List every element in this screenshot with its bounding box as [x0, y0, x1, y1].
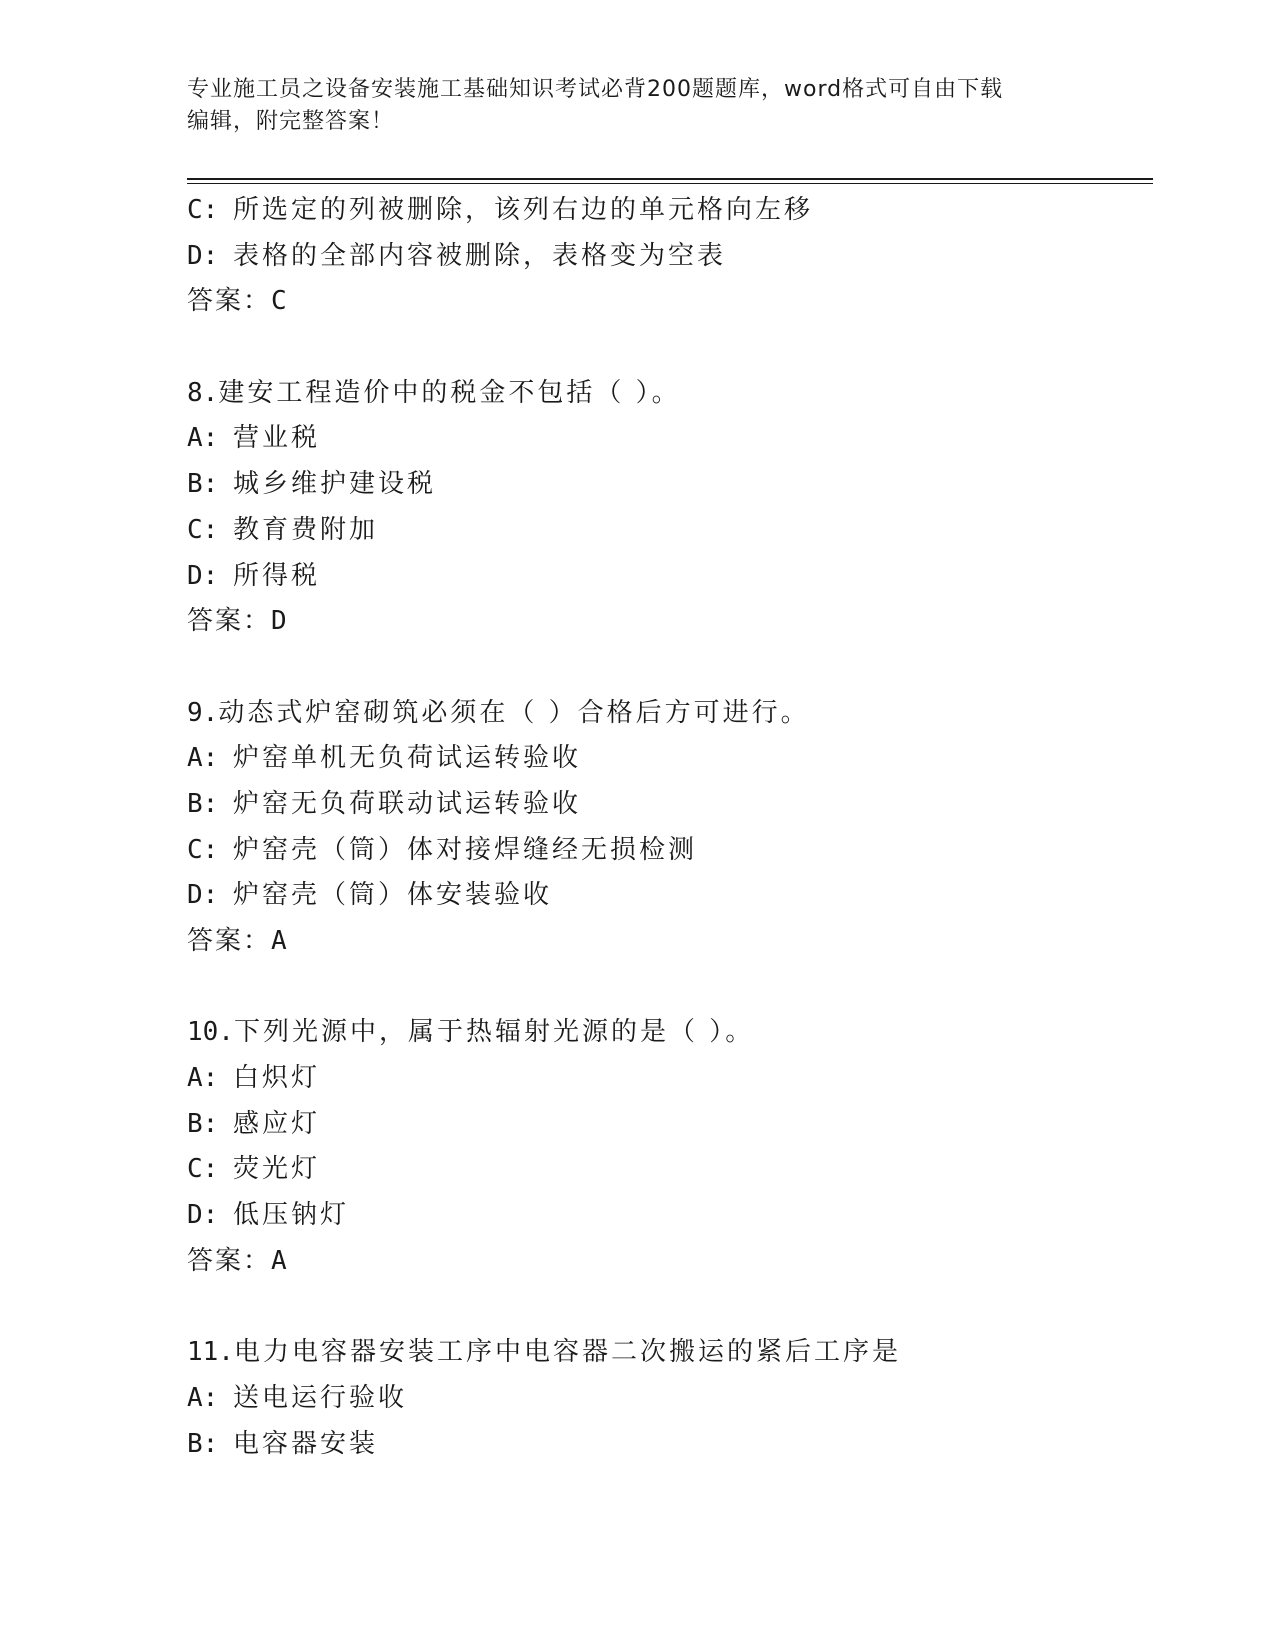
question-block-11 [187, 1330, 1153, 1467]
option-text: 炉窑壳（筒）体对接焊缝经无损检测 [233, 834, 698, 865]
option-letter: A: [187, 1382, 219, 1413]
answer-label: 答案： [187, 926, 272, 956]
option-text: 炉窑无负荷联动试运转验收 [233, 788, 582, 819]
question-text: 建安工程造价中的税金不包括（ ）。 [218, 377, 681, 408]
option-c [187, 828, 1153, 874]
option-d [187, 234, 1153, 280]
option-letter: B: [187, 1428, 219, 1459]
option-d [187, 1193, 1153, 1239]
option-d [187, 554, 1153, 600]
option-a [187, 1376, 1153, 1422]
header-title-line-2: 编辑，附完整答案！ [187, 109, 395, 134]
option-text: 炉窑单机无负荷试运转验收 [233, 743, 582, 774]
question-spacer [187, 645, 1153, 691]
answer-label: 答案： [187, 1245, 272, 1276]
option-text: 营业税 [233, 423, 321, 454]
question-number: 9. [187, 697, 219, 728]
option-text: 感应灯 [233, 1108, 321, 1139]
option-text: 电容器安装 [233, 1428, 379, 1459]
option-letter: D: [187, 240, 219, 271]
option-letter: C: [187, 834, 219, 865]
option-letter: A: [187, 423, 219, 454]
option-letter: C: [187, 195, 219, 225]
option-b [187, 782, 1153, 828]
option-c [187, 188, 1153, 234]
option-text: 所选定的列被删除，该列右边的单元格向左移 [233, 195, 814, 225]
question-number: 11. [187, 1337, 234, 1368]
header-divider-thin [187, 183, 1153, 184]
option-text: 低压钠灯 [233, 1200, 350, 1231]
option-text: 所得税 [233, 560, 321, 591]
question-stem [187, 1330, 1153, 1376]
option-a [187, 736, 1153, 782]
question-number: 8. [187, 377, 219, 408]
option-letter: A: [187, 743, 219, 774]
option-text: 送电运行验收 [233, 1382, 408, 1413]
answer-line [187, 919, 1153, 965]
header-divider-thick [187, 178, 1153, 180]
question-text: 动态式炉窑砌筑必须在（ ）合格后方可进行。 [218, 697, 810, 728]
option-letter: B: [187, 469, 219, 500]
answer-line [187, 1239, 1153, 1285]
answer-label: 答案： [187, 606, 272, 637]
option-letter: B: [187, 788, 219, 819]
option-letter: D: [187, 560, 219, 591]
option-letter: C: [187, 1154, 219, 1185]
question-block-9 [187, 691, 1153, 965]
option-letter: D: [187, 880, 219, 911]
answer-value: C [271, 286, 287, 317]
option-text: 城乡维护建设税 [233, 469, 437, 500]
option-text: 教育费附加 [233, 514, 379, 545]
answer-value: A [271, 926, 287, 956]
option-letter: D: [187, 1200, 219, 1231]
question-spacer [187, 325, 1153, 371]
option-text: 表格的全部内容被删除，表格变为空表 [233, 240, 727, 271]
option-c [187, 508, 1153, 554]
question-text: 电力电容器安装工序中电容器二次搬运的紧后工序是 [233, 1337, 901, 1368]
option-b [187, 1102, 1153, 1148]
option-b [187, 462, 1153, 508]
option-a [187, 416, 1153, 462]
option-a [187, 1056, 1153, 1102]
answer-label: 答案： [187, 286, 272, 317]
option-letter: B: [187, 1108, 219, 1139]
question-block-8 [187, 371, 1153, 645]
option-letter: A: [187, 1063, 219, 1094]
question-number: 10. [187, 1017, 234, 1048]
option-c [187, 1147, 1153, 1193]
question-stem [187, 1010, 1153, 1056]
answer-line [187, 599, 1153, 645]
answer-value: D [271, 606, 287, 637]
answer-value: A [271, 1245, 287, 1276]
question-text: 下列光源中，属于热辐射光源的是（ ）。 [233, 1017, 755, 1048]
question-list [187, 188, 1153, 1467]
option-text: 炉窑壳（筒）体安装验收 [233, 880, 553, 911]
option-d [187, 873, 1153, 919]
question-stem [187, 691, 1153, 737]
option-text: 荧光灯 [233, 1154, 321, 1185]
option-text: 白炽灯 [233, 1063, 321, 1094]
document-header [187, 74, 1087, 138]
question-spacer [187, 1285, 1153, 1331]
option-letter: C: [187, 514, 219, 545]
question-block-10 [187, 1010, 1153, 1284]
answer-line [187, 279, 1153, 325]
partial-question-block [187, 188, 1153, 325]
question-stem [187, 371, 1153, 417]
option-b [187, 1422, 1153, 1468]
question-spacer [187, 965, 1153, 1011]
header-title-line-1: 专业施工员之设备安装施工基础知识考试必背200题题库，word格式可自由下载 [187, 77, 1004, 102]
